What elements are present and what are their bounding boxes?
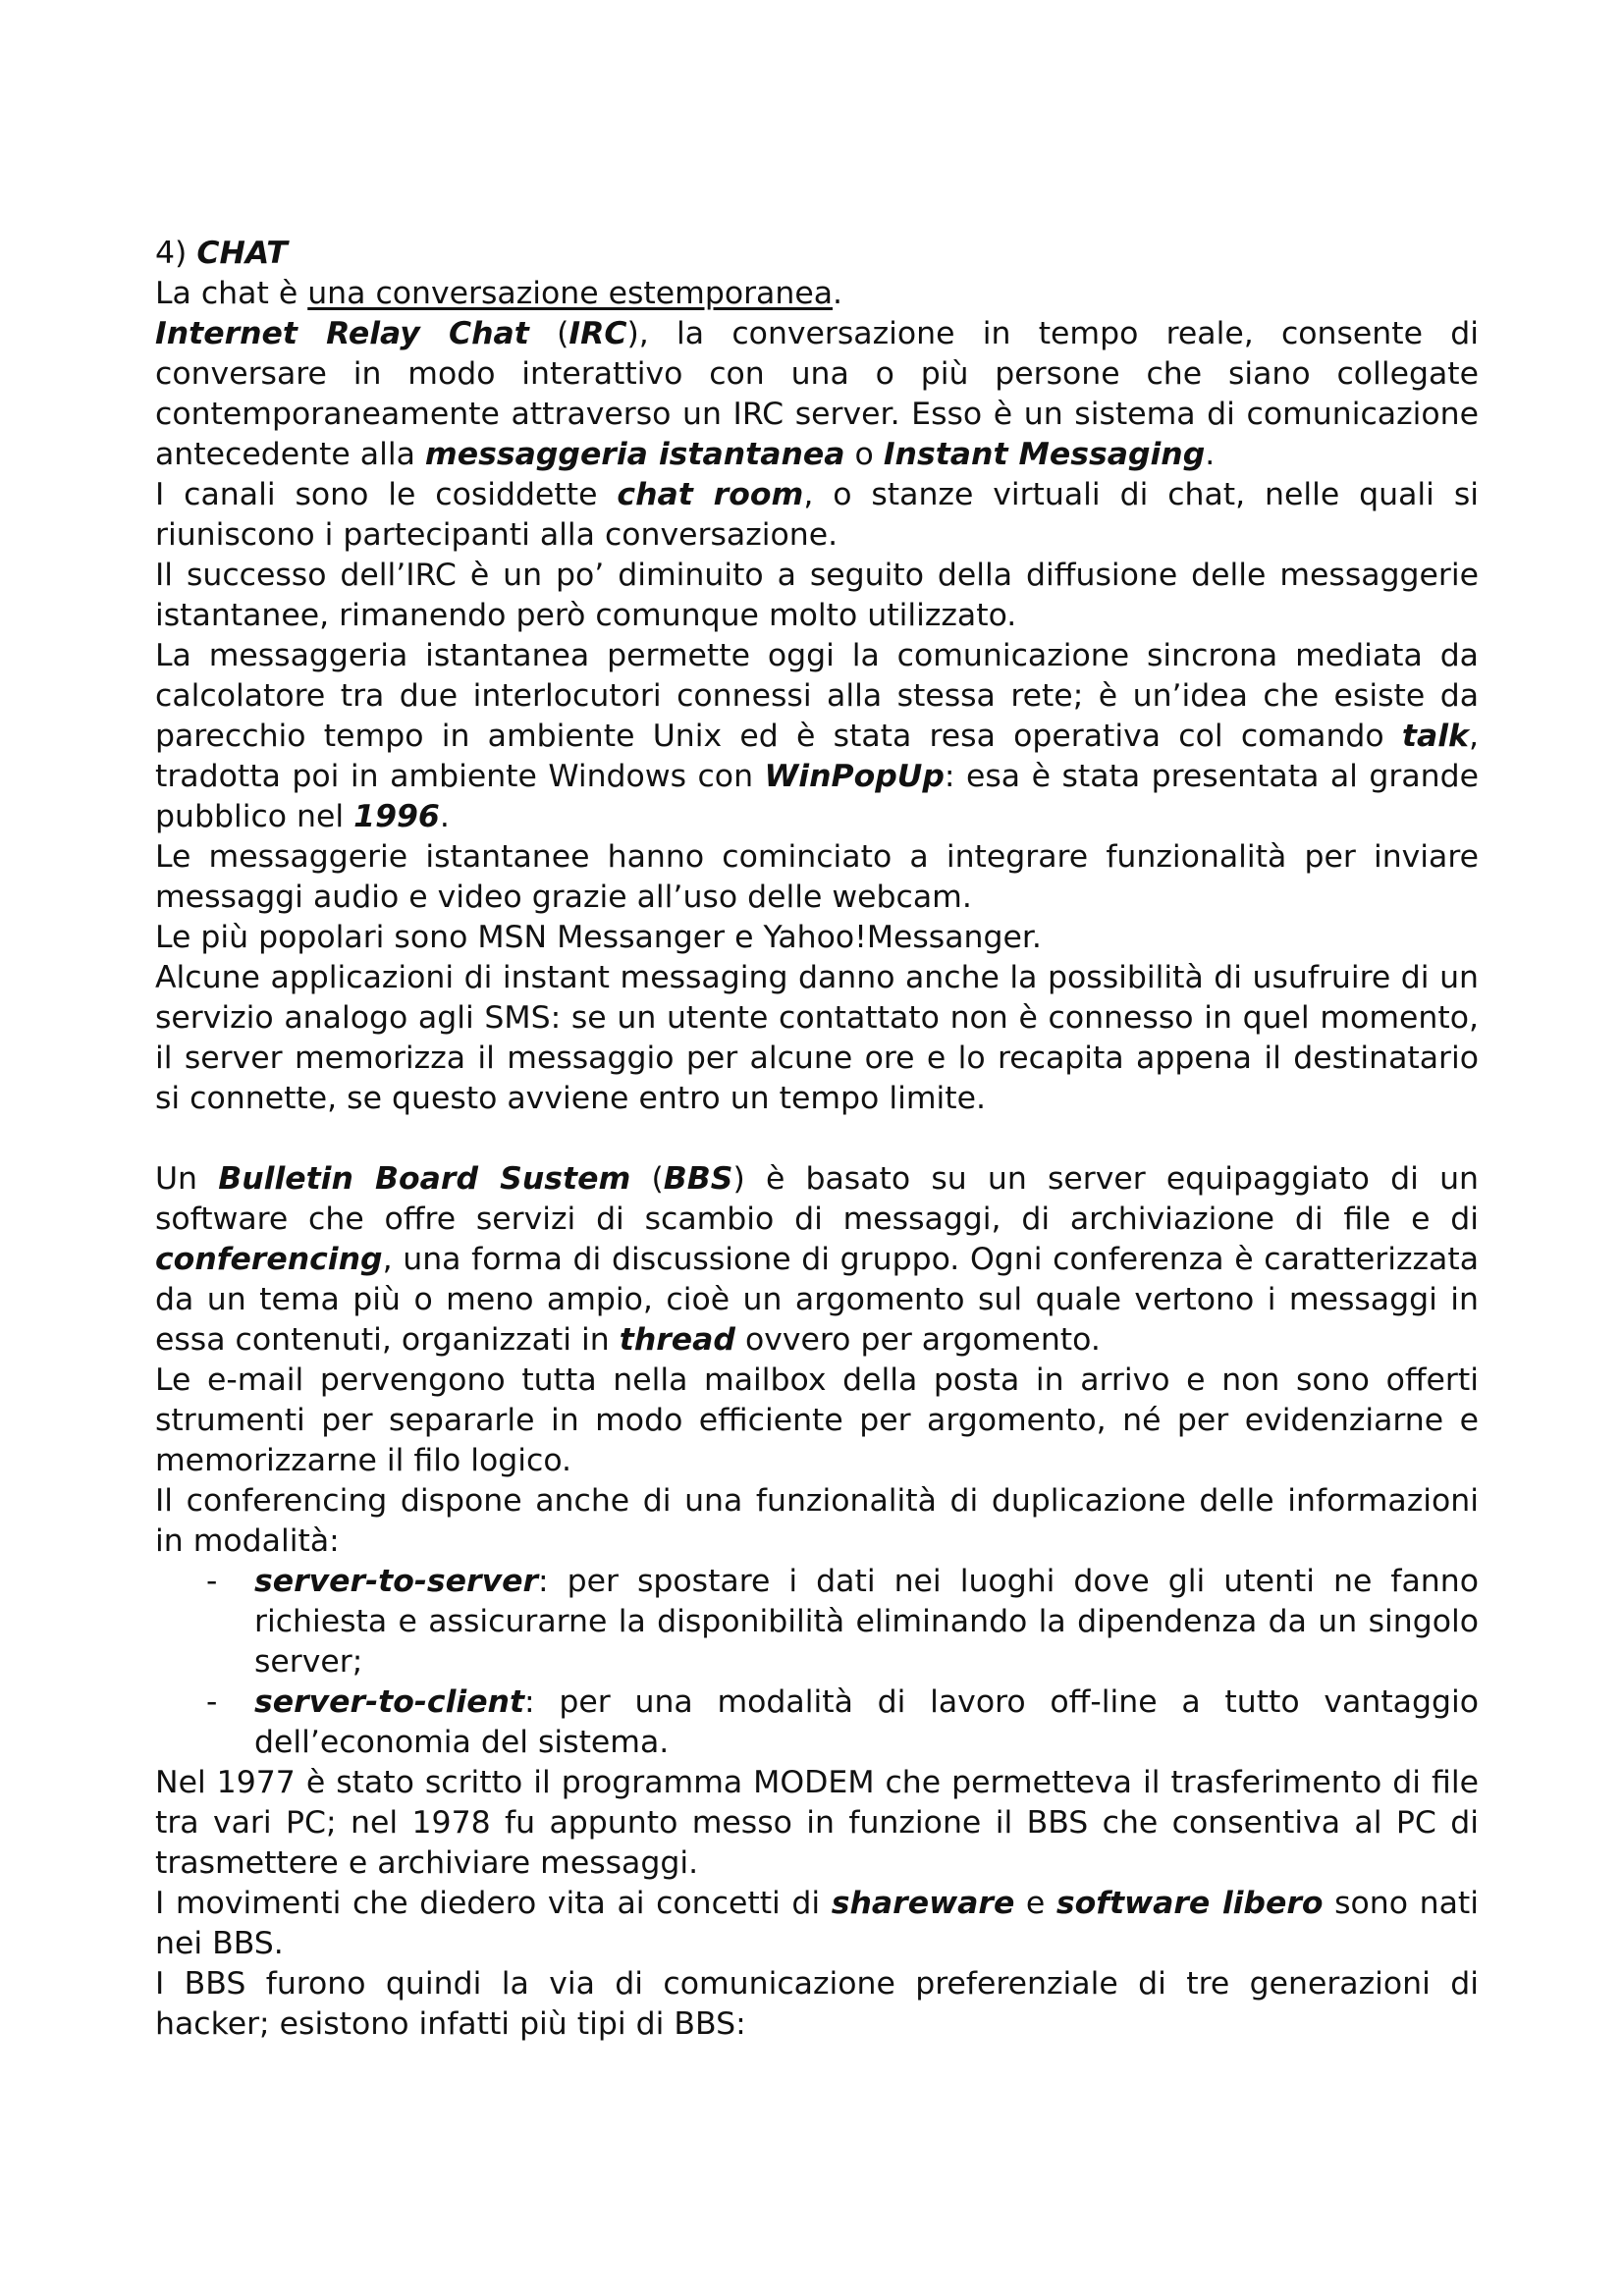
text-run: I canali sono le cosiddette <box>155 477 618 512</box>
term-software-libero: software libero <box>1055 1886 1324 1921</box>
term-conferencing: conferencing <box>155 1242 383 1277</box>
dash-bullet: - <box>206 1684 218 1720</box>
audio-video-paragraph: Le messaggerie istantanee hanno cominciato a integrare funzionalità per inviare messaggi audio e video grazie all’uso delle webcam. <box>155 839 1479 915</box>
term-messaggeria: messaggeria istantanea <box>424 437 845 472</box>
term-thread: thread <box>619 1322 735 1358</box>
document-page <box>155 234 1479 2045</box>
section-title: CHAT <box>196 236 288 271</box>
term-shareware: shareware <box>831 1886 1015 1921</box>
text-run: ) è basato su un server equipaggiato di un software che offre servizi di scambio di messaggi, di archiviazione di file e di <box>155 1161 1479 1237</box>
text-run: ( <box>630 1161 664 1197</box>
text-run: La messaggeria istantanea permette oggi la comunicazione sincrona mediata da calcolatore tra due interlocutori connessi alla stessa rete; è un’idea che esiste da parecchio tempo in ambiente Unix ed è stata resa operativa col comando <box>155 638 1479 754</box>
term-server-to-client: server-to-client <box>254 1684 525 1720</box>
duplication-list <box>155 1562 1479 1763</box>
term-server-to-server: server-to-server <box>254 1564 539 1599</box>
text-run: . <box>833 276 843 311</box>
term-bbs: Bulletin Board Sustem <box>218 1161 631 1197</box>
text-run: , o stanze virtuali di chat, nelle quali si riuniscono i partecipanti alla conversazione. <box>155 477 1479 553</box>
sms-paragraph: Alcune applicazioni di instant messaging danno anche la possibilità di usufruire di un servizio analogo agli SMS: se un utente contattato non è connesso in quel momento, il server memorizza il messaggio per alcune ore e lo recapita appena il destinatario si connette, se questo avviene entro un tempo limite. <box>155 960 1479 1116</box>
chat-definition <box>155 274 1479 314</box>
text-run: ), la conversazione in tempo reale, consente di conversare in modo interattivo con una o più persone che siano collegate contemporaneamente attraverso un IRC server. Esso è un sistema di comunicazione antecedente alla <box>155 316 1479 472</box>
term-year: 1996 <box>353 799 440 834</box>
term-irc: Internet Relay Chat <box>155 316 529 351</box>
text-run: . <box>1205 437 1216 472</box>
text-run: , tradotta poi in ambiente Windows con <box>155 719 1479 794</box>
section-number: 4) <box>155 236 197 271</box>
dash-bullet: - <box>206 1564 218 1599</box>
channels-paragraph <box>155 475 1479 556</box>
irc-paragraph <box>155 314 1479 475</box>
hacker-paragraph: I BBS furono quindi la via di comunicazione preferenziale di tre generazioni di hacker; esistono infatti più tipi di BBS: <box>155 1966 1479 2042</box>
text-run: : esa è stata presentata al grande pubblico nel <box>155 759 1479 834</box>
term-instant-messaging: Instant Messaging <box>883 437 1206 472</box>
underlined-phrase: una conversazione estemporanea <box>307 276 833 311</box>
list-item <box>155 1682 1479 1763</box>
text-run: ovvero per argomento. <box>734 1322 1101 1358</box>
bbs-paragraph <box>155 1159 1479 1361</box>
text-run: sono nati nei BBS. <box>155 1886 1479 1961</box>
text-run: : per una modalità di lavoro off-line a tutto vantaggio dell’economia del sistema. <box>254 1684 1479 1760</box>
success-paragraph: Il successo dell’IRC è un po’ diminuito a seguito della diffusione delle messaggerie istantanee, rimanendo però comunque molto utilizzato. <box>155 558 1479 633</box>
section-heading <box>155 234 1479 274</box>
list-item <box>155 1562 1479 1682</box>
term-bbs-abbr: BBS <box>663 1161 733 1197</box>
paragraph-spacer <box>155 1119 1479 1159</box>
im-paragraph <box>155 636 1479 837</box>
term-irc-abbr: IRC <box>568 316 627 351</box>
text-run: I movimenti che diedero vita ai concetti di <box>155 1886 832 1921</box>
text-run: Un <box>155 1161 219 1197</box>
modem-paragraph: Nel 1977 è stato scritto il programma MODEM che permetteva il trasferimento di file tra vari PC; nel 1978 fu appunto messo in funzione il BBS che consentiva al PC di trasmettere e archiviare messaggi. <box>155 1765 1479 1881</box>
movements-paragraph <box>155 1884 1479 1964</box>
term-winpopup: WinPopUp <box>764 759 945 794</box>
text-run: La chat è <box>155 276 308 311</box>
text-run: , una forma di discussione di gruppo. Ogni conferenza è caratterizzata da un tema più o meno ampio, cioè un argomento sul quale vertono i messaggi in essa contenuti, organizzati in <box>155 1242 1479 1358</box>
text-run: : per spostare i dati nei luoghi dove gli utenti ne fanno richiesta e assicurarne la disponibilità eliminando la dipendenza da un singolo server; <box>254 1564 1479 1680</box>
email-paragraph: Le e-mail pervengono tutta nella mailbox della posta in arrivo e non sono offerti strumenti per separarle in modo efficiente per argomento, né per evidenziarne e memorizzarne il filo logico. <box>155 1362 1479 1478</box>
text-run: ( <box>528 316 569 351</box>
term-talk: talk <box>1401 719 1469 754</box>
text-run: e <box>1014 1886 1056 1921</box>
popular-paragraph: Le più popolari sono MSN Messanger e Yahoo!Messanger. <box>155 920 1042 955</box>
duplication-paragraph: Il conferencing dispone anche di una funzionalità di duplicazione delle informazioni in modalità: <box>155 1483 1479 1559</box>
text-run: . <box>439 799 450 834</box>
term-chat-room: chat room <box>617 477 804 512</box>
text-run: o <box>844 437 884 472</box>
